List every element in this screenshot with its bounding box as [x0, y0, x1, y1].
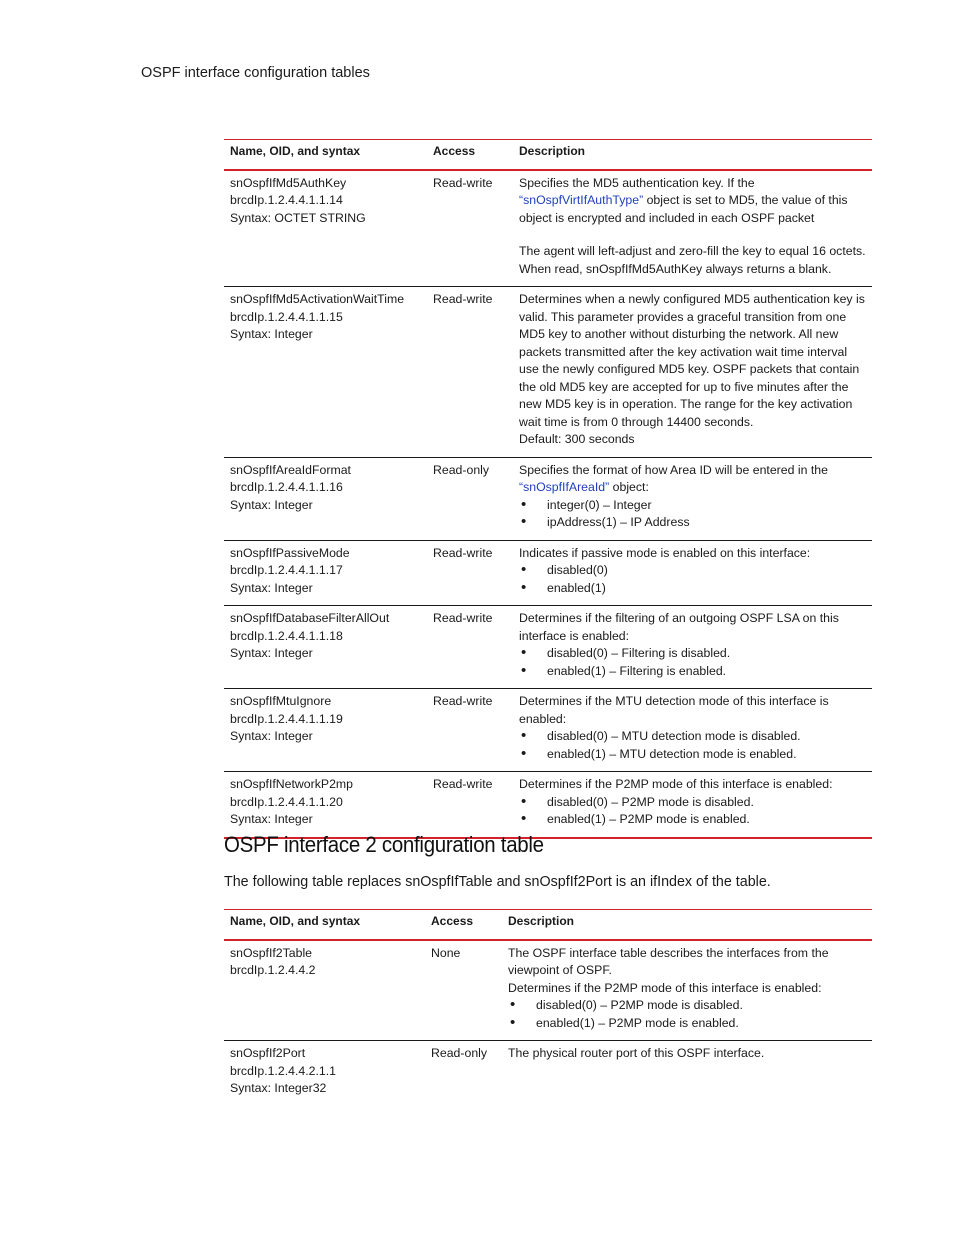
- description-text: Specifies the format of how Area ID will be entered in the: [519, 462, 828, 477]
- object-oid: brcdIp.1.2.4.4.1.1.18: [230, 628, 343, 643]
- column-header-description: Description: [508, 914, 575, 928]
- access-cell: Read-write: [433, 611, 493, 625]
- object-syntax: Syntax: Integer: [230, 646, 313, 660]
- object-name: snOspfIfPassiveMode: [230, 545, 350, 560]
- name-cell: [224, 540, 427, 606]
- description-cell: [513, 287, 872, 458]
- object-syntax: Syntax: Integer: [230, 729, 313, 743]
- object-name: snOspfIf2Table: [230, 945, 313, 960]
- value-list: [519, 728, 866, 763]
- description-cell: [502, 940, 872, 1041]
- table-row: [224, 772, 872, 838]
- cross-reference-link[interactable]: “snOspfVirtIfAuthType”: [519, 193, 644, 207]
- access-cell: Read-write: [433, 545, 493, 560]
- column-header-description: Description: [519, 144, 586, 158]
- column-header-access: Access: [431, 914, 474, 928]
- table-header-row: [224, 140, 872, 170]
- list-item: • enabled(1) – P2MP mode is enabled.: [508, 1015, 866, 1033]
- object-name: snOspfIfAreaIdFormat: [230, 462, 351, 477]
- description-text: The OSPF interface table describes the interfaces from the viewpoint of OSPF.: [508, 945, 829, 977]
- object-oid: brcdIp.1.2.4.4.1.1.19: [230, 711, 343, 726]
- list-item: • enabled(1): [519, 580, 866, 598]
- value-list: [519, 645, 866, 680]
- object-syntax: Syntax: Integer: [230, 580, 313, 595]
- table-row: [224, 540, 872, 606]
- table-row: [224, 170, 872, 287]
- object-name: snOspfIfMd5AuthKey: [230, 175, 347, 190]
- description-text: Indicates if passive mode is enabled on this interface:: [519, 545, 811, 560]
- list-item: • enabled(1) – MTU detection mode is enabled.: [519, 746, 866, 764]
- description-text: object:: [609, 480, 649, 494]
- description-text: The agent will left-adjust and zero-fill the key to equal 16 octets.: [519, 244, 866, 258]
- description-text: Determines if the filtering of an outgoing OSPF LSA on this interface is enabled:: [519, 611, 839, 643]
- name-cell: [224, 689, 427, 772]
- access-cell: Read-write: [433, 175, 493, 190]
- table-row: [224, 1041, 872, 1106]
- object-oid: brcdIp.1.2.4.4.1.1.15: [230, 309, 343, 324]
- access-cell: Read-only: [431, 1046, 488, 1060]
- table-row: [224, 940, 872, 1041]
- object-oid: brcdIp.1.2.4.4.1.1.16: [230, 480, 343, 494]
- name-cell: [224, 287, 427, 458]
- list-item: • integer(0) – Integer: [519, 497, 866, 515]
- access-cell: Read-only: [433, 462, 490, 477]
- name-cell: [224, 170, 427, 287]
- list-item: • disabled(0) – P2MP mode is disabled.: [508, 997, 866, 1015]
- list-item: • disabled(0) – Filtering is disabled.: [519, 645, 866, 663]
- name-cell: [224, 457, 427, 540]
- value-list: [519, 497, 866, 532]
- object-oid: brcdIp.1.2.4.4.1.1.20: [230, 794, 343, 809]
- column-header-access: Access: [433, 144, 476, 158]
- description-text: Determines if the P2MP mode of this interface is enabled:: [508, 980, 822, 995]
- value-list: [508, 997, 866, 1032]
- name-cell: [224, 772, 427, 838]
- description-text: Determines when a newly configured MD5 authentication key is valid. This parameter provides a graceful transition from one MD5 key to another without disturbing the network. All new packets transmitted after the key activation wait time interval use the newly configured MD5 key. OSPF packets that contain the old MD5 key are accepted for up to five minutes after the new MD5 key is in operation. The range for the key activation wait time is from 0 through 14400 seconds.: [519, 292, 865, 429]
- description-cell: [513, 606, 872, 689]
- ospf-interface-2-table: [224, 909, 872, 1106]
- table-row: [224, 689, 872, 772]
- name-cell: [224, 1041, 425, 1106]
- object-name: snOspfIfMd5ActivationWaitTime: [230, 292, 405, 306]
- object-name: snOspfIfDatabaseFilterAllOut: [230, 611, 390, 625]
- object-oid: brcdIp.1.2.4.4.2.1.1: [230, 1063, 336, 1078]
- list-item: • enabled(1) – P2MP mode is enabled.: [519, 811, 866, 829]
- table-row: [224, 457, 872, 540]
- column-header-name: Name, OID, and syntax: [230, 144, 361, 158]
- object-syntax: Syntax: Integer: [230, 497, 313, 512]
- ospf-interface-table: [224, 139, 872, 839]
- description-text: Specifies the MD5 authentication key. If the: [519, 175, 755, 190]
- object-name: snOspfIfMtuIgnore: [230, 694, 332, 708]
- cross-reference-link[interactable]: “snOspfIfAreaId”: [519, 480, 610, 494]
- list-item: • enabled(1) – Filtering is enabled.: [519, 663, 866, 681]
- access-cell: Read-write: [433, 694, 493, 708]
- table-row: [224, 606, 872, 689]
- description-cell: [513, 772, 872, 838]
- description-cell: [502, 1041, 872, 1106]
- list-item: • ipAddress(1) – IP Address: [519, 514, 866, 532]
- object-oid: brcdIp.1.2.4.4.1.1.17: [230, 563, 343, 577]
- description-cell: [513, 457, 872, 540]
- description-text: object is set to MD5, the value of this object is encrypted and included in each OSPF packet: [519, 193, 848, 225]
- description-text: Determines if the MTU detection mode of this interface is enabled:: [519, 694, 829, 726]
- description-text: Determines if the P2MP mode of this interface is enabled:: [519, 777, 833, 791]
- access-cell: Read-write: [433, 777, 493, 791]
- running-header: OSPF interface configuration tables: [141, 65, 370, 81]
- object-syntax: Syntax: Integer: [230, 812, 313, 826]
- value-list: [519, 794, 866, 829]
- list-item: • disabled(0) – P2MP mode is disabled.: [519, 794, 866, 812]
- list-item: • disabled(0): [519, 562, 866, 580]
- description-cell: [513, 689, 872, 772]
- object-name: snOspfIfNetworkP2mp: [230, 777, 354, 791]
- default-value: Default: 300 seconds: [519, 432, 635, 446]
- object-name: snOspfIf2Port: [230, 1046, 306, 1060]
- name-cell: [224, 606, 427, 689]
- description-text: The physical router port of this OSPF interface.: [508, 1046, 765, 1060]
- object-syntax: Syntax: OCTET STRING: [230, 210, 366, 225]
- object-syntax: Syntax: Integer: [230, 327, 313, 341]
- table-row: [224, 287, 872, 458]
- description-text: When read, snOspfIfMd5AuthKey always returns a blank.: [519, 261, 832, 276]
- section-heading: OSPF interface 2 configuration table: [224, 832, 544, 857]
- description-cell: [513, 540, 872, 606]
- object-oid: brcdIp.1.2.4.4.1.1.14: [230, 193, 343, 207]
- column-header-name: Name, OID, and syntax: [230, 914, 361, 928]
- list-item: • disabled(0) – MTU detection mode is disabled.: [519, 728, 866, 746]
- table-header-row: [224, 910, 872, 940]
- description-cell: [513, 170, 872, 287]
- object-syntax: Syntax: Integer32: [230, 1081, 327, 1095]
- object-oid: brcdIp.1.2.4.4.2: [230, 963, 316, 977]
- value-list: [519, 562, 866, 597]
- access-cell: Read-write: [433, 292, 493, 306]
- section-intro: The following table replaces snOspfIfTable and snOspfIf2Port is an ifIndex of the table.: [224, 874, 771, 890]
- access-cell: None: [431, 945, 461, 960]
- name-cell: [224, 940, 425, 1041]
